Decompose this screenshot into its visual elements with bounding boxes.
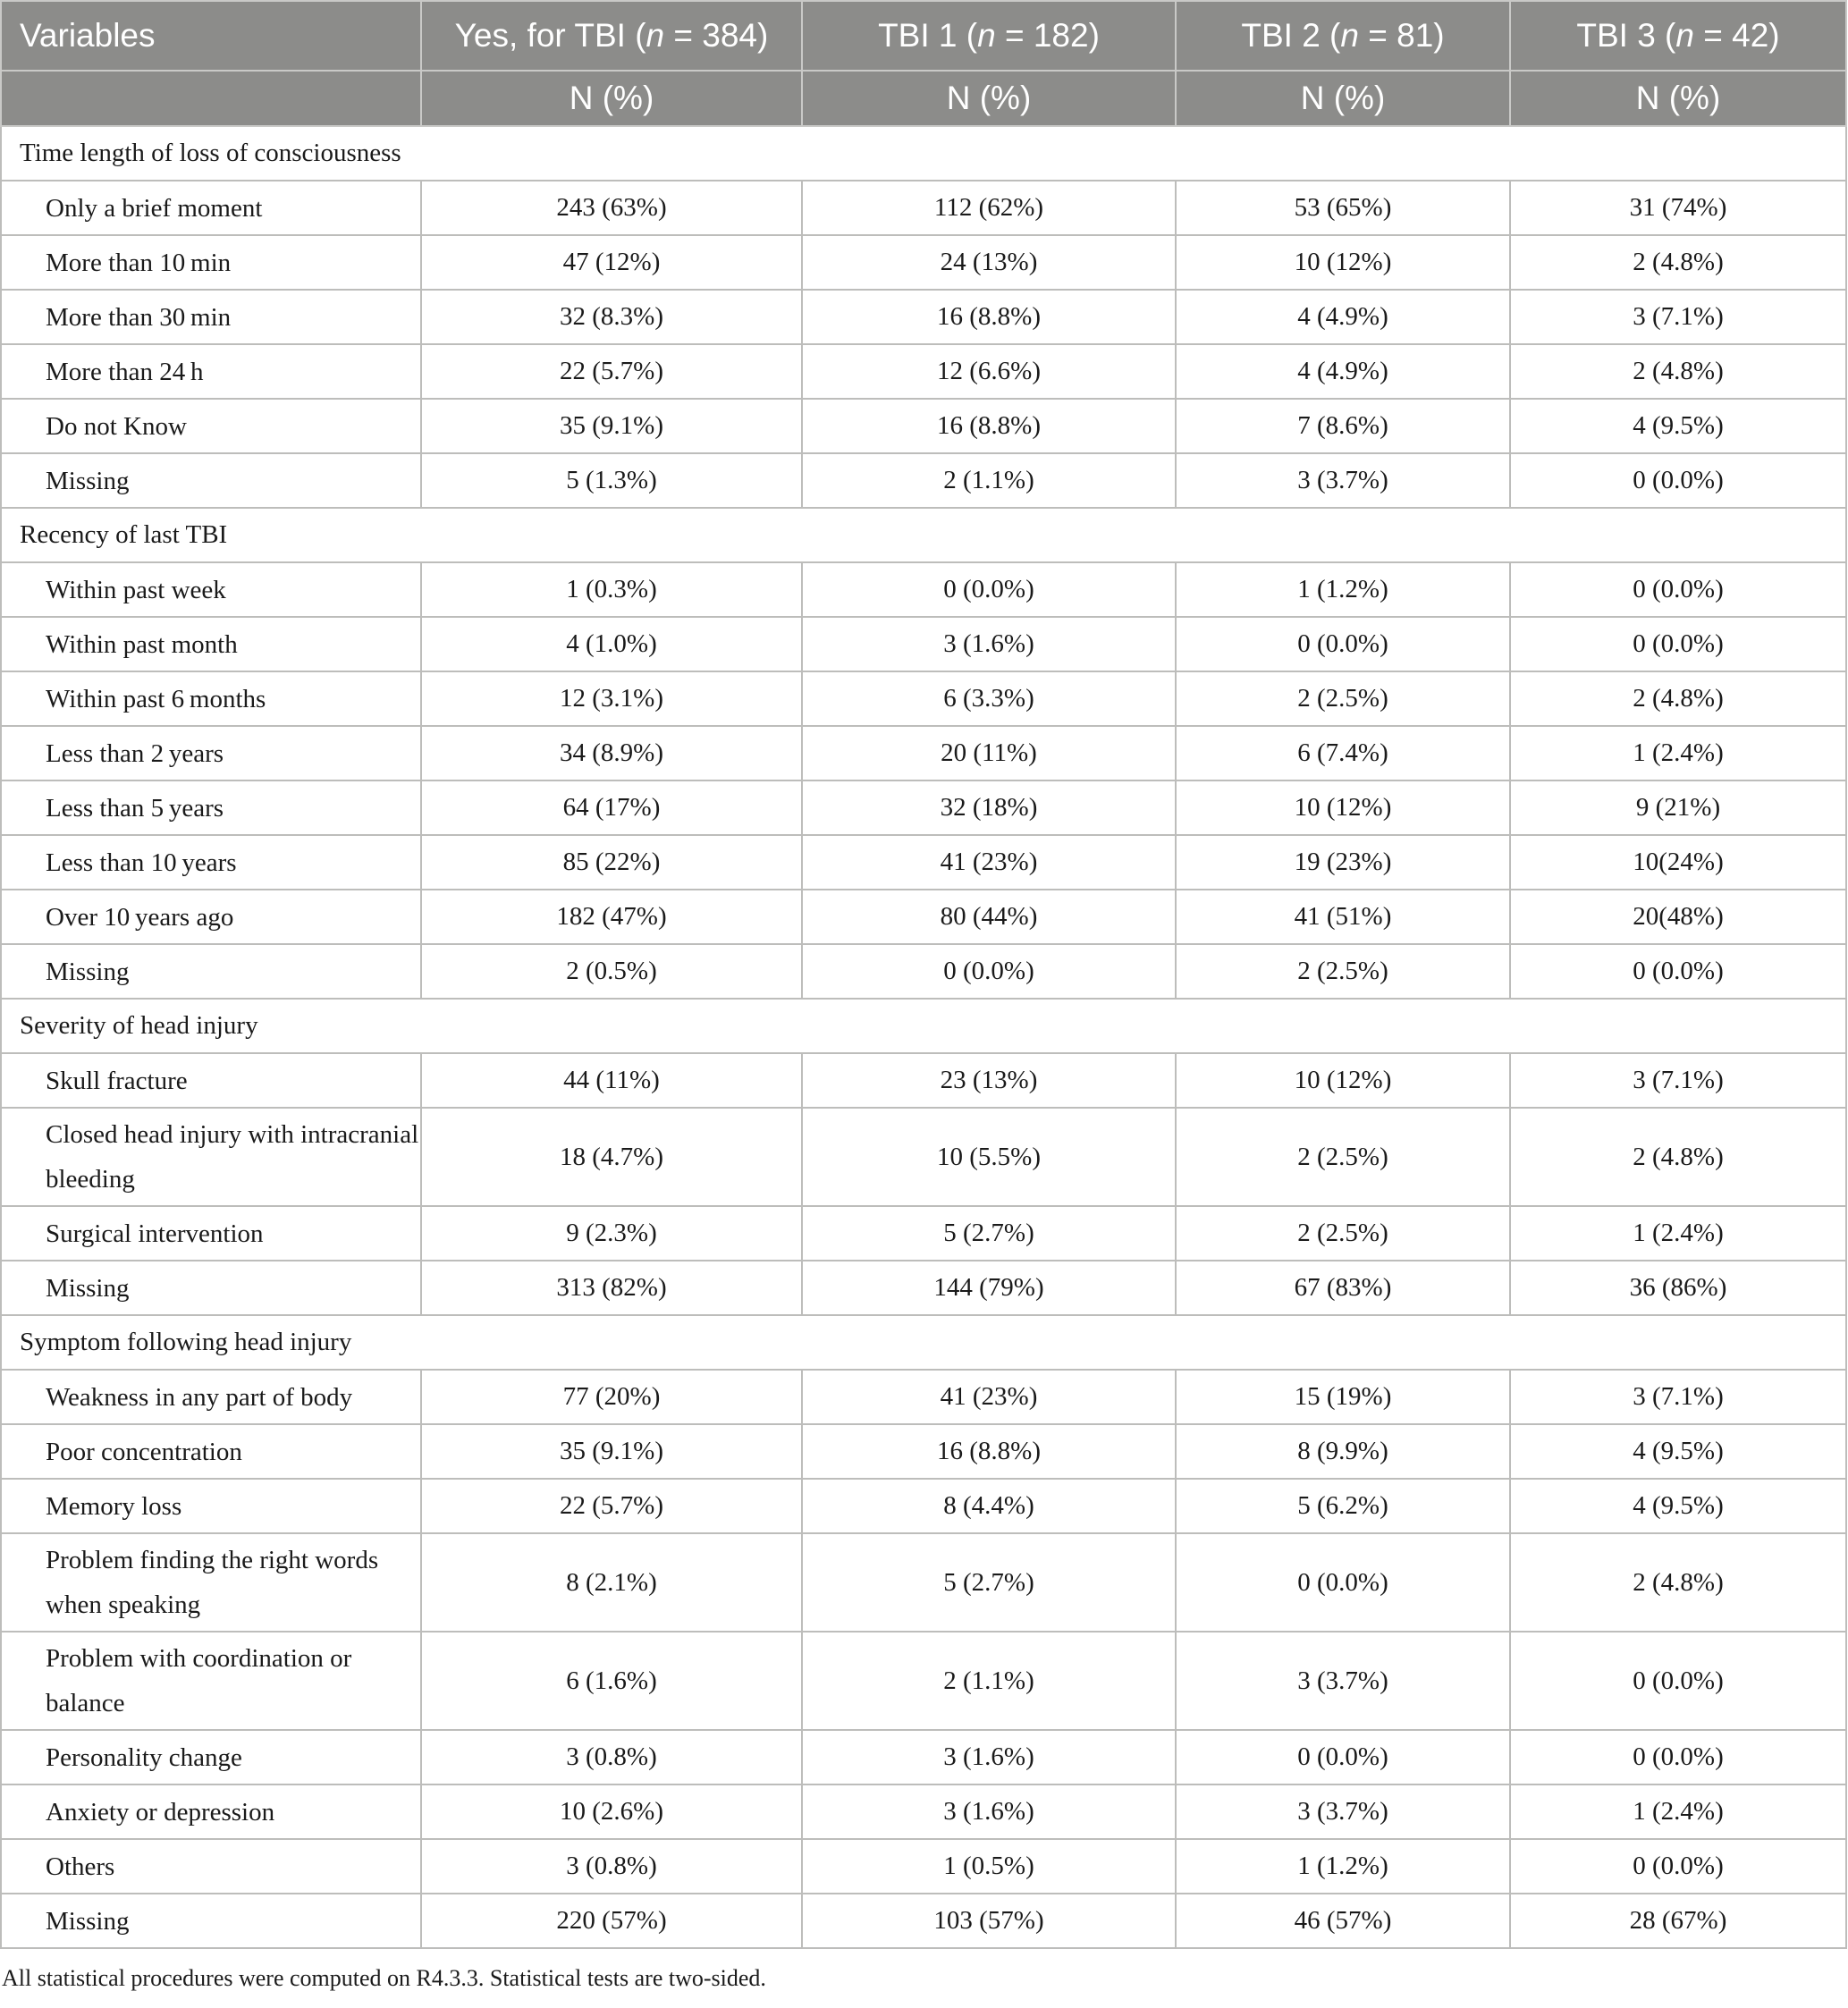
value-cell: 0 (0.0%) — [1176, 617, 1510, 671]
row-label: Less than 5 years — [1, 780, 421, 835]
value-cell: 67 (83%) — [1176, 1261, 1510, 1315]
header-yes-tbi-label: Yes, for TBI — [454, 17, 626, 54]
header-tbi-1-n: 182 — [1033, 17, 1089, 54]
header-tbi-2-n: 81 — [1397, 17, 1434, 54]
value-cell: 53 (65%) — [1176, 181, 1510, 235]
value-cell: 313 (82%) — [421, 1261, 802, 1315]
value-cell: 2 (1.1%) — [802, 1632, 1176, 1730]
section-row — [1, 1315, 1846, 1370]
value-cell: 35 (9.1%) — [421, 399, 802, 453]
value-cell: 80 (44%) — [802, 890, 1176, 944]
table-row — [1, 453, 1846, 508]
subheader-tbi-3: N (%) — [1510, 71, 1846, 126]
row-label: Problem with coordination or balance — [1, 1632, 421, 1730]
table-row — [1, 726, 1846, 780]
value-cell: 9 (2.3%) — [421, 1206, 802, 1261]
value-cell: 3 (0.8%) — [421, 1730, 802, 1784]
header-yes-tbi-n: 384 — [702, 17, 758, 54]
row-label: Missing — [1, 1261, 421, 1315]
value-cell: 16 (8.8%) — [802, 399, 1176, 453]
value-cell: 22 (5.7%) — [421, 1479, 802, 1533]
table-row — [1, 1730, 1846, 1784]
value-cell: 2 (2.5%) — [1176, 1206, 1510, 1261]
value-cell: 243 (63%) — [421, 181, 802, 235]
table-row — [1, 835, 1846, 890]
section-row — [1, 508, 1846, 562]
table-row — [1, 1206, 1846, 1261]
value-cell: 2 (2.5%) — [1176, 671, 1510, 726]
value-cell: 20(48%) — [1510, 890, 1846, 944]
table-row — [1, 944, 1846, 999]
value-cell: 8 (4.4%) — [802, 1479, 1176, 1533]
value-cell: 2 (2.5%) — [1176, 1108, 1510, 1206]
value-cell: 18 (4.7%) — [421, 1108, 802, 1206]
section-title: Symptom following head injury — [1, 1315, 1846, 1370]
value-cell: 7 (8.6%) — [1176, 399, 1510, 453]
value-cell: 41 (51%) — [1176, 890, 1510, 944]
row-label: Surgical intervention — [1, 1206, 421, 1261]
table-row — [1, 617, 1846, 671]
table-row — [1, 1479, 1846, 1533]
row-label: Less than 10 years — [1, 835, 421, 890]
value-cell: 2 (2.5%) — [1176, 944, 1510, 999]
table-row — [1, 562, 1846, 617]
value-cell: 9 (21%) — [1510, 780, 1846, 835]
value-cell: 19 (23%) — [1176, 835, 1510, 890]
value-cell: 28 (67%) — [1510, 1894, 1846, 1948]
value-cell: 47 (12%) — [421, 235, 802, 290]
table-row — [1, 235, 1846, 290]
table-row — [1, 1894, 1846, 1948]
value-cell: 2 (4.8%) — [1510, 1108, 1846, 1206]
value-cell: 1 (2.4%) — [1510, 1206, 1846, 1261]
value-cell: 0 (0.0%) — [802, 562, 1176, 617]
subheader-tbi-1: N (%) — [802, 71, 1176, 126]
header-tbi-1-label: TBI 1 — [878, 17, 958, 54]
value-cell: 0 (0.0%) — [1510, 1632, 1846, 1730]
row-label: Less than 2 years — [1, 726, 421, 780]
row-label: Within past 6 months — [1, 671, 421, 726]
header-tbi-2-label: TBI 2 — [1241, 17, 1321, 54]
value-cell: 5 (2.7%) — [802, 1206, 1176, 1261]
value-cell: 10 (12%) — [1176, 235, 1510, 290]
row-label: Poor concentration — [1, 1424, 421, 1479]
value-cell: 12 (3.1%) — [421, 671, 802, 726]
row-label: Others — [1, 1839, 421, 1894]
value-cell: 3 (0.8%) — [421, 1839, 802, 1894]
subheader-blank — [1, 71, 421, 126]
value-cell: 10 (5.5%) — [802, 1108, 1176, 1206]
section-row — [1, 126, 1846, 181]
value-cell: 3 (3.7%) — [1176, 453, 1510, 508]
value-cell: 10 (12%) — [1176, 780, 1510, 835]
value-cell: 1 (1.2%) — [1176, 562, 1510, 617]
header-variables: Variables — [1, 1, 421, 71]
value-cell: 0 (0.0%) — [1176, 1730, 1510, 1784]
value-cell: 22 (5.7%) — [421, 344, 802, 399]
value-cell: 10 (2.6%) — [421, 1784, 802, 1839]
value-cell: 1 (2.4%) — [1510, 1784, 1846, 1839]
header-tbi-1: TBI 1 (n = 182) — [802, 1, 1176, 71]
value-cell: 16 (8.8%) — [802, 290, 1176, 344]
value-cell: 6 (1.6%) — [421, 1632, 802, 1730]
header-tbi-3: TBI 3 (n = 42) — [1510, 1, 1846, 71]
value-cell: 46 (57%) — [1176, 1894, 1510, 1948]
value-cell: 12 (6.6%) — [802, 344, 1176, 399]
row-label: Missing — [1, 453, 421, 508]
value-cell: 0 (0.0%) — [1176, 1533, 1510, 1632]
value-cell: 2 (1.1%) — [802, 453, 1176, 508]
value-cell: 3 (3.7%) — [1176, 1632, 1510, 1730]
table-row — [1, 1632, 1846, 1730]
value-cell: 3 (3.7%) — [1176, 1784, 1510, 1839]
value-cell: 0 (0.0%) — [1510, 617, 1846, 671]
value-cell: 77 (20%) — [421, 1370, 802, 1424]
row-label: Closed head injury with intracranial bleeding — [1, 1108, 421, 1206]
header-tbi-3-n: 42 — [1732, 17, 1769, 54]
table-row — [1, 780, 1846, 835]
value-cell: 0 (0.0%) — [1510, 1730, 1846, 1784]
value-cell: 10(24%) — [1510, 835, 1846, 890]
value-cell: 3 (7.1%) — [1510, 1370, 1846, 1424]
value-cell: 35 (9.1%) — [421, 1424, 802, 1479]
header-yes-tbi: Yes, for TBI (n = 384) — [421, 1, 802, 71]
value-cell: 32 (8.3%) — [421, 290, 802, 344]
value-cell: 0 (0.0%) — [802, 944, 1176, 999]
row-label: Personality change — [1, 1730, 421, 1784]
value-cell: 1 (0.5%) — [802, 1839, 1176, 1894]
value-cell: 4 (4.9%) — [1176, 290, 1510, 344]
value-cell: 0 (0.0%) — [1510, 562, 1846, 617]
value-cell: 44 (11%) — [421, 1053, 802, 1108]
value-cell: 2 (4.8%) — [1510, 1533, 1846, 1632]
value-cell: 20 (11%) — [802, 726, 1176, 780]
row-label: Skull fracture — [1, 1053, 421, 1108]
row-label: More than 10 min — [1, 235, 421, 290]
value-cell: 2 (4.8%) — [1510, 344, 1846, 399]
table-footnote: All statistical procedures were computed on R4.3.3. Statistical tests are two-sided. — [2, 1965, 766, 1991]
value-cell: 41 (23%) — [802, 1370, 1176, 1424]
value-cell: 2 (0.5%) — [421, 944, 802, 999]
value-cell: 112 (62%) — [802, 181, 1176, 235]
value-cell: 103 (57%) — [802, 1894, 1176, 1948]
row-label: Missing — [1, 1894, 421, 1948]
value-cell: 220 (57%) — [421, 1894, 802, 1948]
value-cell: 5 (1.3%) — [421, 453, 802, 508]
row-label: Within past week — [1, 562, 421, 617]
value-cell: 16 (8.8%) — [802, 1424, 1176, 1479]
value-cell: 6 (3.3%) — [802, 671, 1176, 726]
value-cell: 8 (2.1%) — [421, 1533, 802, 1632]
value-cell: 4 (9.5%) — [1510, 399, 1846, 453]
value-cell: 36 (86%) — [1510, 1261, 1846, 1315]
value-cell: 41 (23%) — [802, 835, 1176, 890]
row-label: Only a brief moment — [1, 181, 421, 235]
value-cell: 8 (9.9%) — [1176, 1424, 1510, 1479]
value-cell: 34 (8.9%) — [421, 726, 802, 780]
value-cell: 3 (1.6%) — [802, 617, 1176, 671]
row-label: Problem finding the right words when speaking — [1, 1533, 421, 1632]
value-cell: 5 (2.7%) — [802, 1533, 1176, 1632]
value-cell: 6 (7.4%) — [1176, 726, 1510, 780]
row-label: More than 24 h — [1, 344, 421, 399]
value-cell: 4 (1.0%) — [421, 617, 802, 671]
value-cell: 10 (12%) — [1176, 1053, 1510, 1108]
value-cell: 1 (2.4%) — [1510, 726, 1846, 780]
header-row — [1, 1, 1846, 71]
value-cell: 1 (0.3%) — [421, 562, 802, 617]
table-header — [1, 1, 1846, 126]
value-cell: 24 (13%) — [802, 235, 1176, 290]
value-cell: 64 (17%) — [421, 780, 802, 835]
table-row — [1, 181, 1846, 235]
table-row — [1, 890, 1846, 944]
value-cell: 32 (18%) — [802, 780, 1176, 835]
row-label: Memory loss — [1, 1479, 421, 1533]
subheader-yes-tbi: N (%) — [421, 71, 802, 126]
value-cell: 4 (9.5%) — [1510, 1479, 1846, 1533]
value-cell: 4 (9.5%) — [1510, 1424, 1846, 1479]
table-row — [1, 1784, 1846, 1839]
table-body — [1, 126, 1846, 1948]
row-label: Anxiety or depression — [1, 1784, 421, 1839]
table-row — [1, 344, 1846, 399]
table-row — [1, 1424, 1846, 1479]
value-cell: 15 (19%) — [1176, 1370, 1510, 1424]
value-cell: 0 (0.0%) — [1510, 453, 1846, 508]
value-cell: 3 (7.1%) — [1510, 1053, 1846, 1108]
value-cell: 4 (4.9%) — [1176, 344, 1510, 399]
value-cell: 144 (79%) — [802, 1261, 1176, 1315]
value-cell: 1 (1.2%) — [1176, 1839, 1510, 1894]
row-label: Do not Know — [1, 399, 421, 453]
value-cell: 85 (22%) — [421, 835, 802, 890]
table-row — [1, 399, 1846, 453]
table-row — [1, 1533, 1846, 1632]
value-cell: 0 (0.0%) — [1510, 1839, 1846, 1894]
value-cell: 2 (4.8%) — [1510, 671, 1846, 726]
header-tbi-3-label: TBI 3 — [1576, 17, 1656, 54]
table-row — [1, 671, 1846, 726]
table-row — [1, 1839, 1846, 1894]
section-row — [1, 999, 1846, 1053]
section-title: Recency of last TBI — [1, 508, 1846, 562]
value-cell: 3 (1.6%) — [802, 1784, 1176, 1839]
subheader-row — [1, 71, 1846, 126]
section-title: Time length of loss of consciousness — [1, 126, 1846, 181]
subheader-tbi-2: N (%) — [1176, 71, 1510, 126]
table-row — [1, 1261, 1846, 1315]
table-row — [1, 1108, 1846, 1206]
row-label: Over 10 years ago — [1, 890, 421, 944]
value-cell: 2 (4.8%) — [1510, 235, 1846, 290]
value-cell: 23 (13%) — [802, 1053, 1176, 1108]
value-cell: 5 (6.2%) — [1176, 1479, 1510, 1533]
table-row — [1, 290, 1846, 344]
row-label: More than 30 min — [1, 290, 421, 344]
table-row — [1, 1370, 1846, 1424]
value-cell: 31 (74%) — [1510, 181, 1846, 235]
value-cell: 0 (0.0%) — [1510, 944, 1846, 999]
table-row — [1, 1053, 1846, 1108]
section-title: Severity of head injury — [1, 999, 1846, 1053]
value-cell: 3 (1.6%) — [802, 1730, 1176, 1784]
header-tbi-2: TBI 2 (n = 81) — [1176, 1, 1510, 71]
row-label: Within past month — [1, 617, 421, 671]
value-cell: 182 (47%) — [421, 890, 802, 944]
row-label: Missing — [1, 944, 421, 999]
row-label: Weakness in any part of body — [1, 1370, 421, 1424]
value-cell: 3 (7.1%) — [1510, 290, 1846, 344]
